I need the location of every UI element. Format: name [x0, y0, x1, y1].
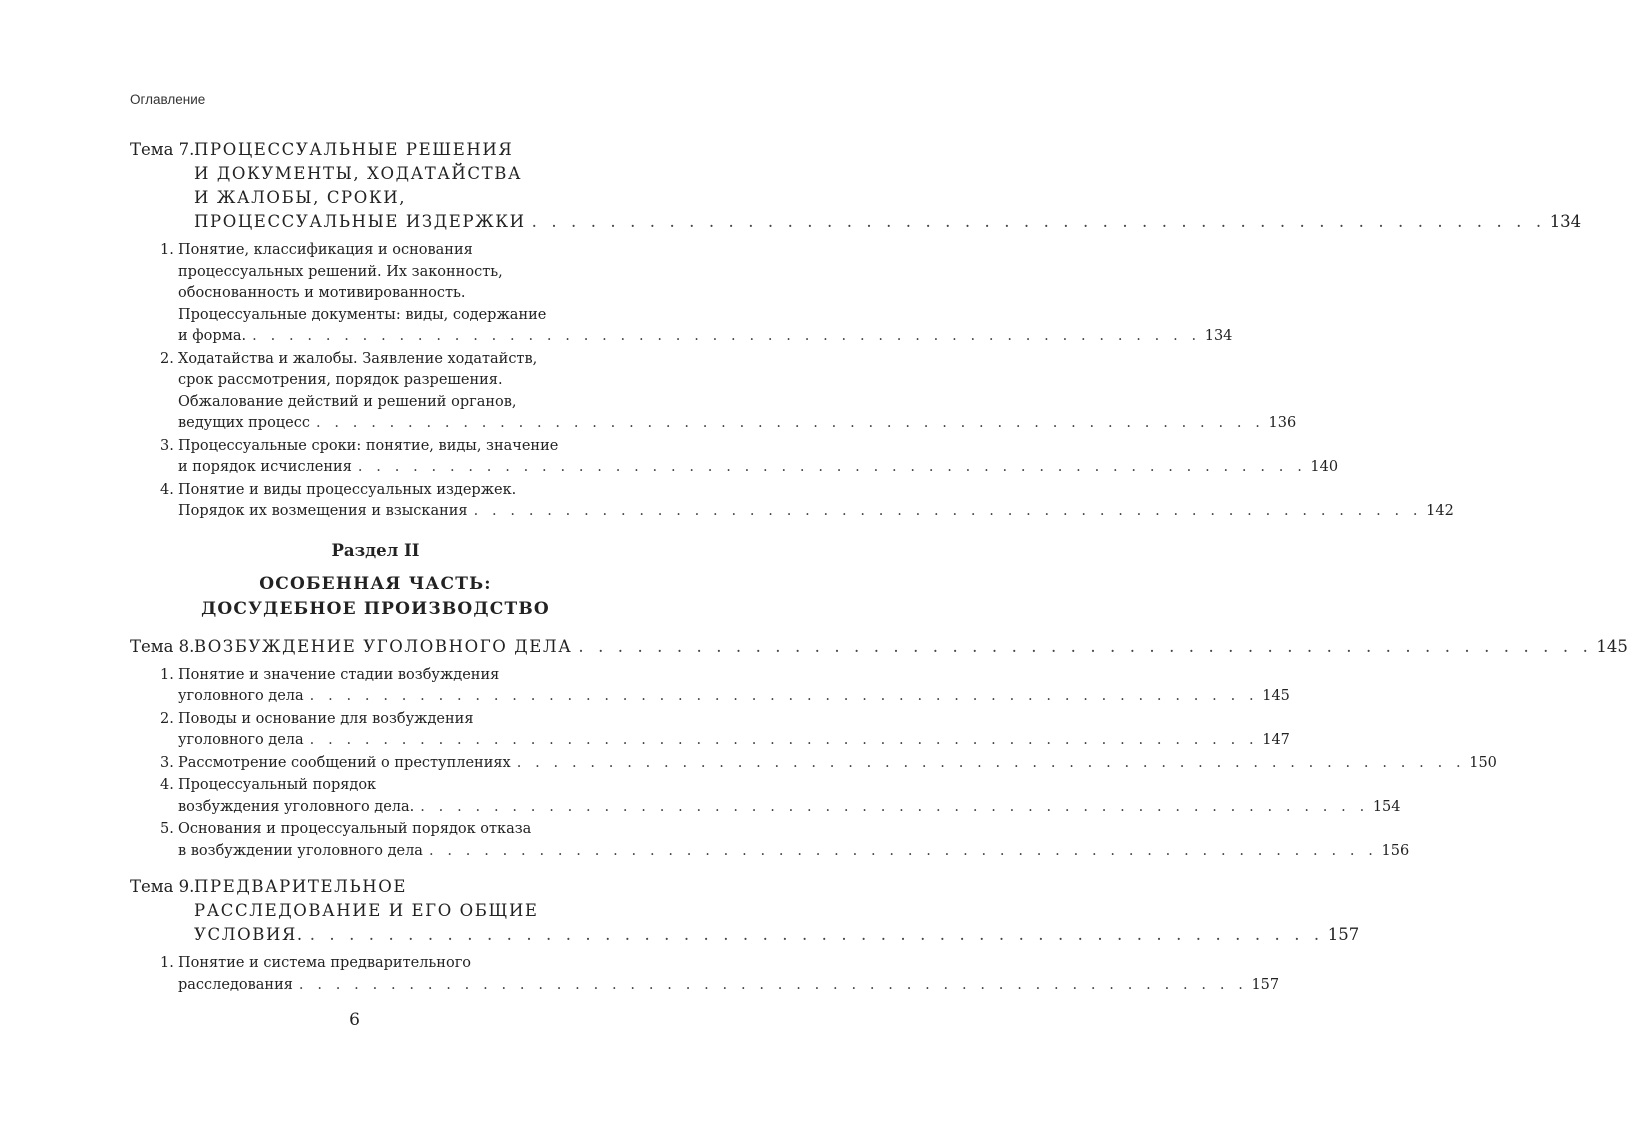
section-label: Раздел II [331, 540, 420, 560]
dot-leader: . . . . . . . . . . . . . . . . . . . . . . . . . . . . . . . . . . . . . . . . . . . . . . . . . . . . [578, 636, 1593, 656]
item-number: 4. [160, 481, 174, 498]
dot-leader: . . . . . . . . . . . . . . . . . . . . . . . . . . . . . . . . . . . . . . . . . . . . . . . . . . . . [309, 925, 1324, 944]
item-number: 2. [160, 350, 174, 367]
item-number: 1. [160, 955, 174, 971]
topic-title-line: ПРЕДВАРИТЕЛЬНОЕ [194, 877, 407, 896]
toc-item[interactable] [160, 775, 1401, 818]
dot-leader: . . . . . . . . . . . . . . . . . . . . . . . . . . . . . . . . . . . . . . . . . . . . . . . . . . . . [315, 415, 1265, 431]
item-text-line: Процессуальные сроки: понятие, виды, значение [178, 437, 559, 454]
toc-item[interactable] [160, 753, 1497, 775]
dot-leader: . . . . . . . . . . . . . . . . . . . . . . . . . . . . . . . . . . . . . . . . . . . . . . . . . . . . [309, 688, 1259, 704]
page-ref: 147 [1262, 732, 1290, 748]
dot-leader: . . . . . . . . . . . . . . . . . . . . . . . . . . . . . . . . . . . . . . . . . . . . . . . . . . . . [252, 328, 1201, 344]
item-text-line: Обжалование действий и решений органов, [178, 393, 517, 410]
toc-topic-7[interactable] [130, 138, 1582, 234]
page-ref: 145 [1596, 636, 1628, 656]
item-number: 3. [160, 754, 174, 771]
page-ref: 136 [1268, 415, 1297, 431]
page-ref: 140 [1310, 459, 1339, 475]
toc-topic-9[interactable] [130, 875, 1360, 947]
page-ref: 142 [1426, 503, 1454, 519]
toc-item[interactable] [160, 709, 1290, 752]
item-text-line: Понятие и значение стадии возбуждения [178, 666, 500, 683]
dot-leader: . . . . . . . . . . . . . . . . . . . . . . . . . . . . . . . . . . . . . . . . . . . . . . . . . . . . [420, 798, 1369, 815]
section-title-line: ОСОБЕННАЯ ЧАСТЬ: [259, 573, 492, 594]
toc-item[interactable] [160, 480, 1454, 523]
item-text-line: Процессуальный порядок [178, 777, 377, 793]
page-ref: 145 [1262, 688, 1290, 704]
dot-leader: . . . . . . . . . . . . . . . . . . . . . . . . . . . . . . . . . . . . . . . . . . . . . . . . . . . . [473, 503, 1423, 519]
dot-leader: . . . . . . . . . . . . . . . . . . . . . . . . . . . . . . . . . . . . . . . . . . . . . . . . . . . . [357, 459, 1307, 475]
topic-label: Тема 9. [130, 877, 195, 896]
toc-item[interactable] [160, 665, 1290, 708]
toc-item[interactable] [160, 953, 1280, 996]
dot-leader: . . . . . . . . . . . . . . . . . . . . . . . . . . . . . . . . . . . . . . . . . . . . . . . . . . . . [309, 732, 1259, 748]
item-number: 4. [160, 777, 174, 793]
item-text-line: обоснованность и мотивированность. [178, 285, 466, 301]
toc-item[interactable] [160, 240, 1233, 348]
item-text-line: Основания и процессуальный порядок отказа [178, 821, 532, 837]
item-text-line: расследования [178, 976, 293, 993]
topic-title-line: РАССЛЕДОВАНИЕ И ЕГО ОБЩИЕ [194, 901, 539, 920]
item-text-line: Ходатайства и жалобы. Заявление ходатайств, [178, 350, 538, 367]
item-text-line: Понятие и виды процессуальных издержек. [178, 481, 517, 498]
item-text-line: уголовного дела [178, 732, 304, 748]
page-number: 6 [349, 1010, 360, 1030]
item-text-line: Понятие, классификация и основания [178, 242, 473, 258]
item-text-line: процессуальных решений. Их законность, [178, 263, 503, 280]
item-number: 2. [160, 710, 174, 727]
dot-leader: . . . . . . . . . . . . . . . . . . . . . . . . . . . . . . . . . . . . . . . . . . . . . . . . . . . . [531, 212, 1546, 231]
table-of-contents [130, 138, 1628, 997]
item-text-line: Рассмотрение сообщений о преступлениях [178, 754, 511, 771]
dot-leader: . . . . . . . . . . . . . . . . . . . . . . . . . . . . . . . . . . . . . . . . . . . . . . . . . . . . [298, 976, 1248, 993]
page-ref: 154 [1372, 798, 1401, 815]
page-ref: 150 [1469, 754, 1497, 771]
section-heading [130, 539, 621, 622]
item-text-line: возбуждения уголовного дела. [178, 798, 415, 815]
page-ref: 157 [1251, 976, 1280, 993]
item-text-line: и форма. [178, 328, 247, 344]
topic-title-line: ВОЗБУЖДЕНИЕ УГОЛОВНОГО ДЕЛА [194, 636, 573, 656]
topic-title-line: И ЖАЛОБЫ, СРОКИ, [194, 188, 407, 207]
item-number: 1. [160, 666, 174, 683]
page-ref: 134 [1549, 212, 1582, 231]
running-head: Оглавление [130, 92, 206, 107]
dot-leader: . . . . . . . . . . . . . . . . . . . . . . . . . . . . . . . . . . . . . . . . . . . . . . . . . . . . [516, 754, 1466, 771]
item-text-line: уголовного дела [178, 688, 304, 704]
item-number: 1. [160, 242, 174, 258]
item-text-line: Поводы и основание для возбуждения [178, 710, 474, 727]
item-text-line: Порядок их возмещения и взыскания [178, 503, 468, 519]
toc-topic-8[interactable] [130, 635, 1628, 659]
topic-title-line: И ДОКУМЕНТЫ, ХОДАТАЙСТВА [194, 164, 523, 183]
topic-label: Тема 7. [130, 140, 195, 159]
item-text-line: ведущих процесс [178, 415, 310, 431]
toc-item[interactable] [160, 349, 1297, 435]
item-text-line: Процессуальные документы: виды, содержание [178, 306, 547, 323]
toc-item[interactable] [160, 436, 1339, 479]
page-ref: 156 [1381, 842, 1410, 859]
item-text-line: срок рассмотрения, порядок разрешения. [178, 372, 503, 388]
section-title-line: ДОСУДЕБНОЕ ПРОИЗВОДСТВО [201, 598, 550, 619]
item-text-line: в возбуждении уголовного дела [178, 842, 423, 859]
dot-leader: . . . . . . . . . . . . . . . . . . . . . . . . . . . . . . . . . . . . . . . . . . . . . . . . . . . . [428, 842, 1378, 859]
item-text-line: и порядок исчисления [178, 459, 352, 475]
item-text-line: Понятие и система предварительного [178, 955, 472, 971]
page-ref: 134 [1204, 328, 1233, 344]
topic-title-line: УСЛОВИЯ. [194, 925, 304, 944]
topic-title-line: ПРОЦЕССУАЛЬНЫЕ ИЗДЕРЖКИ [194, 212, 526, 231]
page-ref: 157 [1327, 925, 1360, 944]
item-number: 5. [160, 821, 174, 837]
topic-title-line: ПРОЦЕССУАЛЬНЫЕ РЕШЕНИЯ [194, 140, 514, 159]
item-number: 3. [160, 437, 174, 454]
toc-item[interactable] [160, 819, 1410, 862]
topic-label: Тема 8. [130, 636, 195, 656]
